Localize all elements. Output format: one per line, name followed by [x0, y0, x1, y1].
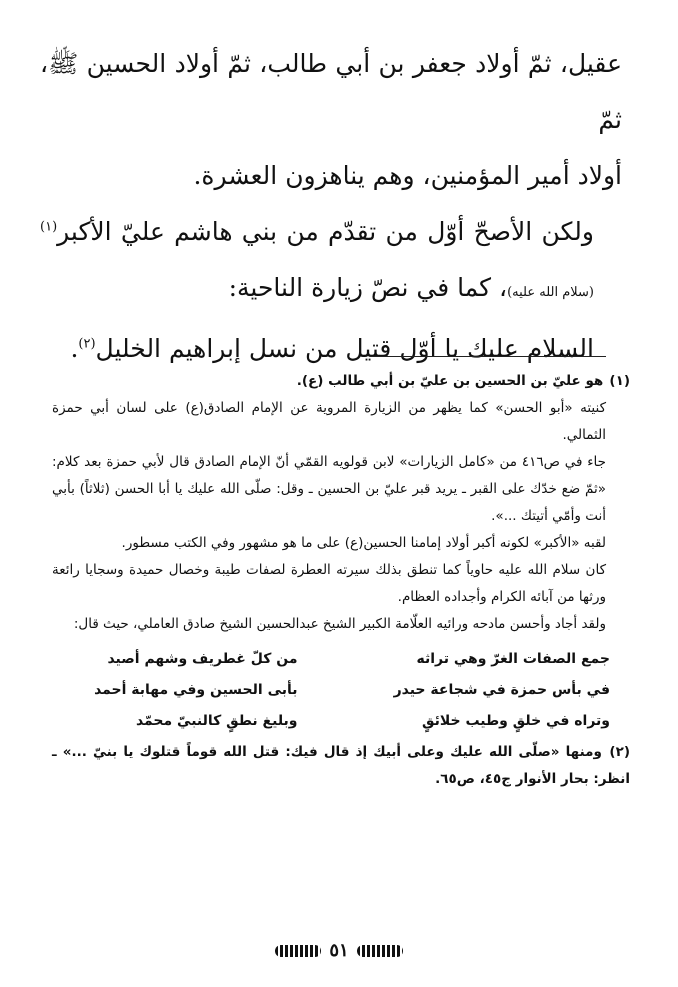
body-line-name: الأكبر [57, 217, 112, 246]
body-paragraph [40, 204, 622, 321]
poem-verse [52, 675, 610, 706]
poem-hemistich: من كلّ غطريف وشهم أصيد [107, 651, 298, 667]
footnote-2 [52, 739, 630, 793]
footnote-paragraph: جاء في ص٤١٦ من «كامل الزيارات» لابن قولويه القمّي أنّ الإمام الصادق قال لأبي حمزة بعد كلام: «ثمّ ضع خدّك على القبر ـ يريد قبر عليّ بن الحسين ـ وقل: صلّى الله عليك يا أبا الحسن (ثلاثاً) بأبي أنت وأمّي أتيتك ...». [52, 454, 607, 524]
footnote-paragraph: كان سلام الله عليه حاوياً كما تنطق بذلك سيرته العطرة لصفات طيبة وخصال حميدة وسجايا رائعة ورثها من آبائه الكرام وأجداده العظام. [52, 562, 606, 605]
body-line: ، كما في نصّ زيارة الناحية: [228, 273, 508, 302]
page-number-footer [0, 940, 678, 961]
poem-verse [52, 644, 610, 675]
poem [52, 644, 610, 737]
footnote-text: ومنها «صلّى الله عليك وعلى أبيك إذ قال فيك: قتل الله قوماً قتلوك يا بنيّ ...» ـ انظر: بحار الأنوار ج٤٥، ص٦٥. [52, 744, 630, 787]
body-line: ولكن الأصحّ أوّل من تقدّم من بني هاشم عليّ [120, 217, 594, 246]
footnote-ref-2[interactable]: (٢) [78, 336, 96, 352]
body-line: عقيل، ثمّ أولاد جعفر بن أبي طالب، ثمّ أولاد الحسين ﷺ، ثمّ [40, 49, 622, 134]
footnote-paragraph: لقبه «الأكبر» لكونه أكبر أولاد إمامنا الحسين(ع) على ما هو مشهور وفي الكتب مسطور. [121, 535, 606, 551]
quote-end: . [70, 334, 79, 363]
footnote-1-heading [52, 368, 630, 395]
footnotes [52, 368, 630, 793]
footnote-ref-1[interactable]: (١) [40, 219, 58, 235]
honorific: (سلام الله عليه) [507, 285, 594, 300]
poem-hemistich: بأبى الحسين وفي مهابة أحمد [94, 682, 298, 698]
footnote-number: (١) [609, 373, 630, 389]
ornament-icon [275, 945, 321, 957]
poem-hemistich: وتراه في خلقٍ وطيب خلائقٍ [421, 713, 610, 729]
poem-hemistich: جمع الصفات الغرّ وهي تراثه [416, 651, 610, 667]
footnote-paragraph: ولقد أجاد وأحسن مادحه ورائيه العلّامة الكبير الشيخ عبدالحسين الشيخ صادق العاملي، حيث قال: [73, 616, 606, 632]
footnote-text: هو عليّ بن الحسين بن عليّ بن أبي طالب (ع). [296, 373, 604, 389]
page-number: ٥١ [329, 940, 349, 961]
poem-verse [52, 706, 610, 737]
ornament-icon [357, 945, 403, 957]
quote-text: السلام عليك يا أوّل قتيل من نسل إبراهيم الخليل [95, 334, 594, 363]
footnote-paragraph: كنيته «أبو الحسن» كما يظهر من الزيارة المروية عن الإمام الصادق(ع) على لسان أبي حمزة الثمالي. [52, 400, 606, 443]
body-line: أولاد أمير المؤمنين، وهم يناهزون العشرة. [193, 161, 622, 190]
poem-hemistich: في بأس حمزة في شجاعة حيدر [393, 682, 610, 698]
footnote-divider [370, 356, 606, 357]
poem-hemistich: وبليغ نطقٍ كالنبيّ محمّد [135, 713, 298, 729]
main-body-text [40, 36, 622, 377]
footnote-number: (٢) [609, 744, 630, 760]
